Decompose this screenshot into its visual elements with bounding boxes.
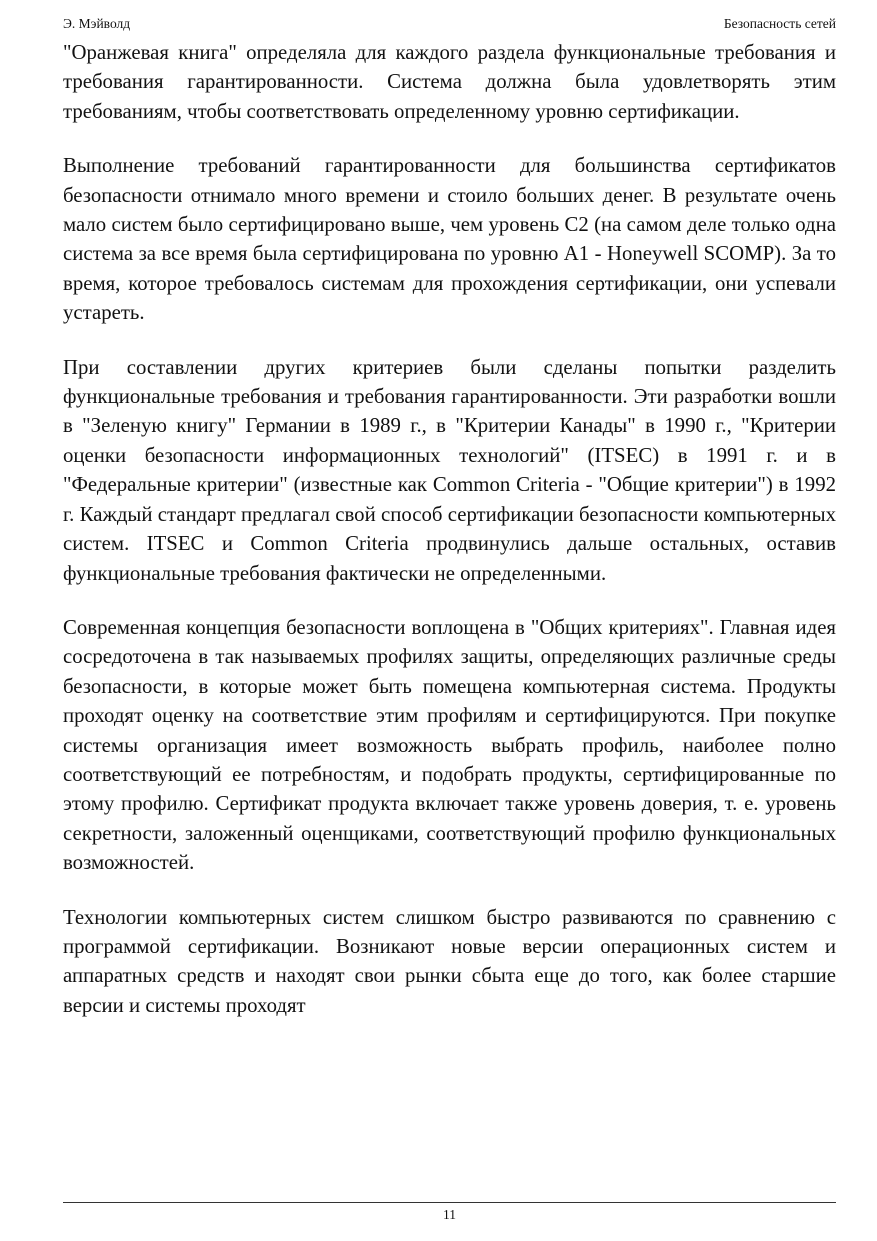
footer-divider: [63, 1202, 836, 1203]
header-author: Э. Мэйволд: [63, 16, 131, 31]
paragraph-assurance-cost: Выполнение требований гарантированности для большинства сертификатов безопасности отнимало много времени и стоило больших денег. В результате очень мало систем было сертифицировано выше, чем уровень C2 (на самом деле только одна система за все время была сертифицирована по уровню A1 - Honeywell SCOMP). За то время, которое требовалось системам для прохождения сертификации, они успевали устареть.: [63, 154, 836, 325]
body-text: [63, 38, 836, 1045]
paragraph-technology-pace: Технологии компьютерных систем слишком быстро развиваются по сравнению с программой сертификации. Возникают новые версии операционных систем и аппаратных средств и находят свои рынки сбыта еще до того, как более старшие версии и системы проходят: [63, 905, 836, 1017]
header-book-title: Безопасность сетей: [723, 16, 836, 31]
page-number: 11: [443, 1207, 456, 1222]
paragraph-orange-book: "Оранжевая книга" определяла для каждого раздела функциональные требования и требования гарантированности. Система должна была удовлетворять этим требованиям, чтобы соответствовать определенному уровню сертификации.: [63, 41, 836, 123]
paragraph-common-criteria: Современная концепция безопасности воплощена в "Общих критериях". Главная идея сосредоточена в так называемых профилях защиты, определяющих различные среды безопасности, в которые может быть помещена компьютерная система. Продукты проходят оценку на соответствие этим профилям и сертифицируются. При покупке системы организация имеет возможность выбрать профиль, наиболее полно соответствующий ее потребностям, и подобрать продукты, сертифицированные по этому профилю. Сертификат продукта включает также уровень доверия, т. е. уровень секретности, заложенный оценщиками, соответствующий профилю функциональных возможностей.: [63, 615, 836, 875]
paragraph-other-criteria: При составлении других критериев были сделаны попытки разделить функциональные требования и требования гарантированности. Эти разработки вошли в "Зеленую книгу" Германии в 1989 г., в "Критерии Канады" в 1990 г., "Критерии оценки безопасности информационных технологий" (ITSEC) в 1991 г. и в "Федеральные критерии" (известные как Common Criteria - "Общие критерии") в 1992 г. Каждый стандарт предлагал свой способ сертификации безопасности компьютерных систем. ITSEC и Common Criteria продвинулись дальше остальных, оставив функциональные требования фактически не определенными.: [63, 355, 836, 585]
running-header: [63, 15, 836, 33]
